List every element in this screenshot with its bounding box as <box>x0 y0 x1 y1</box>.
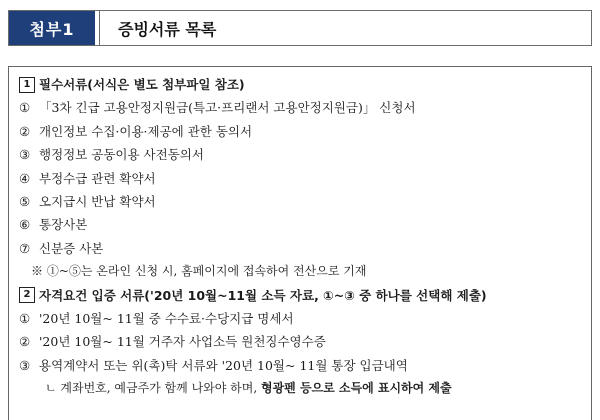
document-title: 증빙서류 목록 <box>118 19 217 39</box>
item-text: 부정수급 관련 확약서 <box>39 170 156 186</box>
item-number: ⑤ <box>19 193 31 209</box>
list-item <box>19 237 583 260</box>
item-number: ② <box>19 123 31 139</box>
list-item <box>19 354 583 377</box>
item-text: 오지급시 반납 확약서 <box>39 193 156 209</box>
list-item <box>19 307 583 330</box>
item-text: 용역계약서 또는 위(촉)탁 서류와 '20년 10월~ 11월 통장 입금내역 <box>39 357 408 373</box>
item-number: ⑥ <box>19 217 31 233</box>
item-text: '20년 10월~ 11월 거주자 사업소득 원천징수영수증 <box>39 334 326 350</box>
section-2-heading <box>19 284 583 307</box>
section-1-heading <box>19 73 583 96</box>
list-item <box>19 96 583 119</box>
item-text: 신분증 사본 <box>39 240 104 256</box>
section-1-number: 1 <box>19 77 35 93</box>
document-list-box <box>8 66 592 420</box>
list-item <box>19 120 583 143</box>
list-item <box>19 330 583 353</box>
section-2-title: 자격요건 입증 서류('20년 10월~11월 소득 자료, ①~③ 중 하나를 선택해 제출) <box>39 287 487 303</box>
attachment-header <box>8 10 592 46</box>
item-number: ④ <box>19 170 31 186</box>
item-number: ② <box>19 334 31 350</box>
section-1-note: ※ ①~⑤는 온라인 신청 시, 홈페이지에 접속하여 전산으로 기재 <box>31 264 367 279</box>
item-number: ③ <box>19 147 31 163</box>
subnote-text: ㄴ 계좌번호, 예금주가 함께 나와야 하며, <box>45 381 261 396</box>
item-number: ① <box>19 310 31 326</box>
list-item <box>19 190 583 213</box>
item-number: ① <box>19 100 31 116</box>
section-2-subnote <box>19 377 583 400</box>
attachment-badge: 첨부1 <box>9 11 95 45</box>
item-text: '20년 10월~ 11월 중 수수료·수당지급 명세서 <box>39 310 294 326</box>
item-number: ⑦ <box>19 240 31 256</box>
section-2-number: 2 <box>19 287 35 303</box>
list-item <box>19 143 583 166</box>
item-text: 통장사본 <box>39 217 88 233</box>
list-item <box>19 213 583 236</box>
list-item <box>19 167 583 190</box>
item-text: 「3차 긴급 고용안정지원금(특고·프리랜서 고용안정지원금)」 신청서 <box>39 100 416 116</box>
section-1-title: 필수서류(서식은 별도 첨부파일 참조) <box>39 77 245 92</box>
item-text: 행정정보 공동이용 사전동의서 <box>39 147 204 163</box>
subnote-emphasis: 형광펜 등으로 소득에 표시하여 제출 <box>261 381 452 396</box>
item-number: ③ <box>19 357 31 373</box>
item-text: 개인정보 수집·이용·제공에 관한 동의서 <box>39 123 253 139</box>
